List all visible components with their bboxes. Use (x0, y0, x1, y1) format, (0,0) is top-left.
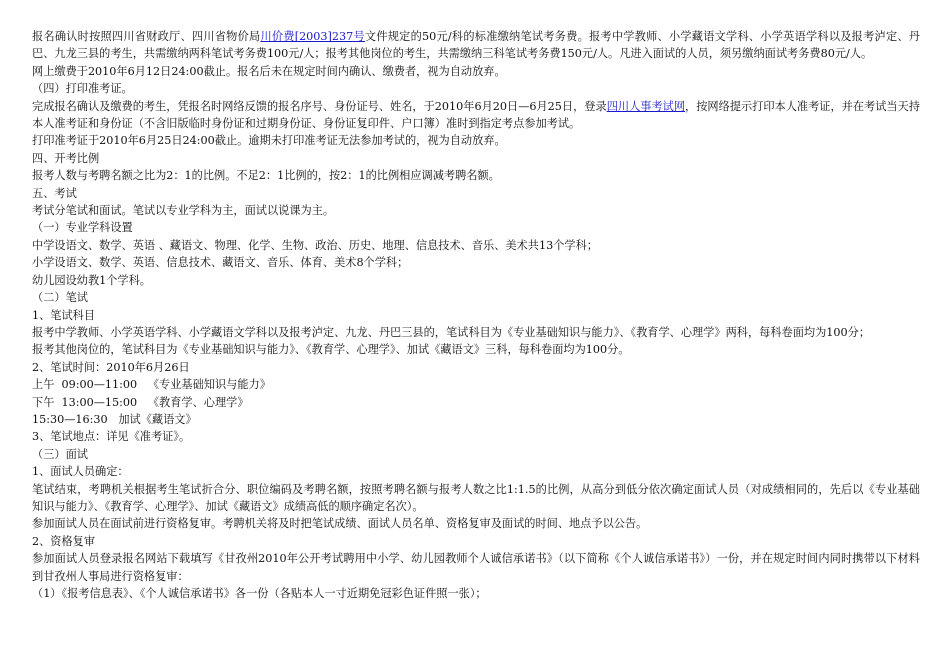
item-written-location: 3、笔试地点：详见《准考证》。 (32, 430, 191, 444)
section-heading-exam: 五、考试 (32, 186, 77, 200)
paragraph-print-deadline: 打印准考证于2010年6月25日24:00截止。逾期未打印准考证无法参加考试的，视为自动放弃。 (32, 134, 506, 148)
paragraph-fee-standard (32, 28, 920, 63)
item-written-subjects: 1、笔试科目 (32, 308, 96, 322)
schedule-morning: 上午 09:00—11:00 《专业基础知识与能力》 (32, 378, 271, 392)
schedule-afternoon: 下午 13:00—15:00 《教育学、心理学》 (32, 395, 249, 409)
price-document-link[interactable]: 川价费[2003]237号 (260, 30, 365, 43)
item-interview-selection: 1、面试人员确定： (32, 465, 129, 479)
paragraph-middle-school-subjects: 中学设语文、数学、英语 、藏语文、物理、化学、生物、政治、历史、地理、信息技术、音乐、美术共13个学科； (32, 238, 598, 252)
subheading-interview: （三）面试 (32, 447, 88, 461)
text-fee-details: 文件规定的50元/科的标准缴纳笔试考务费。报考中学教师、小学藏语文学科、小学英语学科以及报考泸定、丹巴、九龙三县的考生，共需缴纳两科笔试考务费100元/人；报考其他岗位的考生，共需缴纳三科笔试考务费150元/人。凡进入面试的人员，须另缴纳面试考务费80元/人。 (32, 30, 920, 61)
section-heading-ratio: 四、开考比例 (32, 151, 100, 165)
paragraph-kindergarten-subjects: 幼儿园设幼教1个学科。 (32, 273, 151, 287)
paragraph-two-subjects: 报考中学教师、小学英语学科、小学藏语文学科以及报考泸定、九龙、丹巴三县的，笔试科目为《专业基础知识与能力》、《教育学、心理学》两科，每科卷面均为100分； (32, 325, 871, 339)
paragraph-interview-selection: 笔试结束，考聘机关根据考生笔试折合分、职位编码及考聘名额，按照考聘名额与报考人数之比1:1.5的比例，从高分到低分依次确定面试人员（对成绩相同的，先后以《专业基础知识与能力》、《教育学、心理学》、加试《藏语文》成绩高低的顺序确定名次）。 (32, 482, 920, 513)
paragraph-payment-deadline: 网上缴费于2010年6月12日24:00截止。报名后未在规定时间内确认、缴费者，视为自动放弃。 (32, 64, 506, 78)
subheading-written-exam: （二）笔试 (32, 291, 88, 305)
schedule-extra: 15:30—16:30 加试《藏语文》 (32, 412, 197, 426)
paragraph-review-materials: 参加面试人员登录报名网站下载填写《甘孜州2010年公开考试聘用中小学、幼儿园教师个人诚信承诺书》（以下简称《个人诚信承诺书》）一份，并在规定时间内同时携带以下材料到甘孜州人事局进行资格复审： (32, 552, 920, 583)
subheading-subjects: （一）专业学科设置 (32, 221, 133, 235)
item-written-date: 2、笔试时间：2010年6月26日 (32, 360, 190, 374)
section-heading-print-ticket: （四）打印准考证。 (32, 82, 133, 96)
text-print-details: ，按网络提示打印本人准考证，并在考试当天持本人准考证和身份证（不含旧版临时身份证和过期身份证、身份证复印件、户口簿）准时到指定考点参加考试。 (32, 99, 920, 131)
document-body (32, 28, 920, 602)
item-qualification-review: 2、资格复审 (32, 534, 96, 548)
text-fee-intro: 报名确认时按照四川省财政厅、四川省物价局 (32, 30, 261, 43)
list-item-materials-1: （1）《报考信息表》、《个人诚信承诺书》各一份（各贴本人一寸近期免冠彩色证件照一张）； (32, 587, 487, 600)
paragraph-three-subjects: 报考其他岗位的，笔试科目为《专业基础知识与能力》、《教育学、心理学》、加试《藏语文》三科，每科卷面均为100分。 (32, 343, 630, 357)
paragraph-qualification-review: 参加面试人员在面试前进行资格复审。考聘机关将及时把笔试成绩、面试人员名单、资格复审及面试的时间、地点予以公告。 (32, 517, 648, 531)
paragraph-ratio: 报考人数与考聘名额之比为2：1的比例。不足2：1比例的，按2：1的比例相应调减考聘名额。 (32, 169, 500, 183)
personnel-exam-site-link[interactable]: 四川人事考试网 (606, 99, 686, 113)
paragraph-print-ticket (32, 98, 920, 133)
paragraph-primary-school-subjects: 小学设语文、数学、英语、信息技术、藏语文、音乐、体育、美术8个学科； (32, 256, 409, 270)
paragraph-exam-overview: 考试分笔试和面试。笔试以专业学科为主，面试以说课为主。 (32, 204, 335, 218)
text-print-intro: 完成报名确认及缴费的考生，凭报名时网络反馈的报名序号、身份证号、姓名，于2010年6月20日—6月25日，登录 (32, 99, 607, 113)
